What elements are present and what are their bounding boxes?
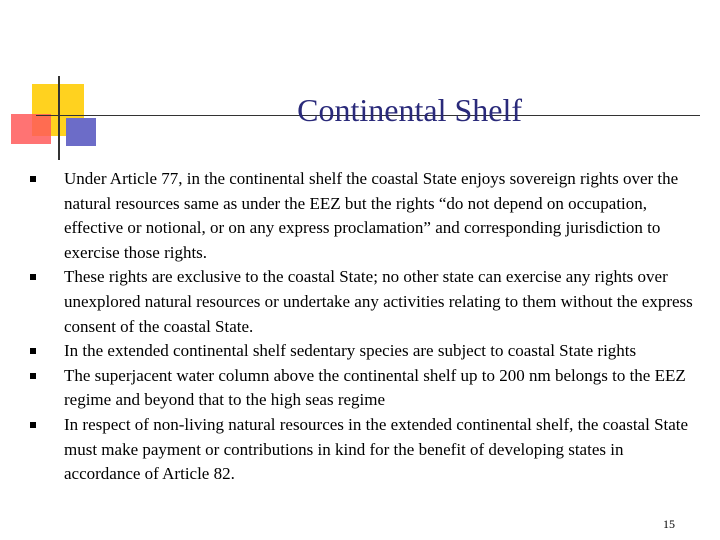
bullet-text: The superjacent water column above the continental shelf up to 200 nm belongs to the EEZ regime and beyond that to the high seas regime: [64, 365, 686, 410]
bullet-item: [22, 364, 702, 413]
decorative-square-red: [11, 114, 51, 144]
decorative-vertical-line: [58, 76, 60, 160]
bullet-square-icon: [30, 348, 36, 354]
bullet-square-icon: [30, 422, 36, 428]
slide-title-text: Continental Shelf: [297, 92, 522, 128]
bullet-item: [22, 167, 702, 265]
slide-title: [110, 94, 700, 126]
bullet-item: [22, 413, 702, 487]
bullet-item: [22, 265, 702, 339]
decorative-square-blue: [66, 118, 96, 146]
bullet-item: [22, 339, 702, 364]
bullet-text: In respect of non-living natural resources in the extended continental shelf, the coastal State must make payment or contributions in kind for the benefit of developing states in accordance of Article 82.: [64, 414, 689, 484]
bullet-square-icon: [30, 274, 36, 280]
bullet-square-icon: [30, 176, 36, 182]
bullet-list: [22, 167, 702, 487]
bullet-square-icon: [30, 373, 36, 379]
page-number: 15: [663, 517, 675, 531]
bullet-text: Under Article 77, in the continental shelf the coastal State enjoys sovereign rights over the natural resources same as under the EEZ but the rights “do not depend on occupation, effective or notional, or on any express proclamation” and corresponding jurisdiction to exercise those rights.: [64, 169, 679, 262]
bullet-text: These rights are exclusive to the coastal State; no other state can exercise any rights over unexplored natural resources or undertake any activities relating to them without the express consent of the coastal State.: [64, 267, 693, 336]
bullet-text: In the extended continental shelf sedentary species are subject to coastal State rights: [64, 341, 637, 361]
